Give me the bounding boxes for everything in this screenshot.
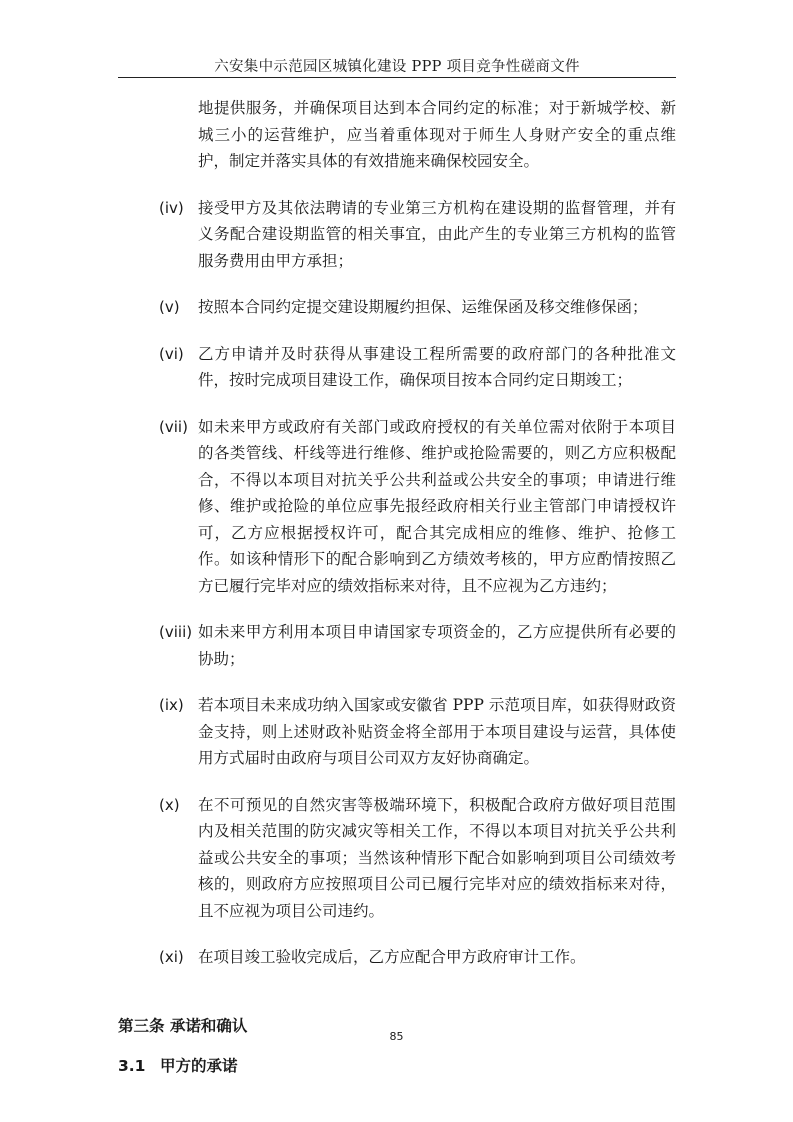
list-item-text: 按照本合同约定提交建设期履约担保、运维保函及移交维修保函；	[198, 298, 648, 316]
continuation-paragraph: 地提供服务，并确保项目达到本合同约定的标准；对于新城学校、新城三小的运营维护，应当着重体现对于师生人身财产安全的重点维护，制定并落实具体的有效措施来确保校园安全。	[198, 99, 676, 170]
list-item-number: (viii)	[159, 623, 193, 641]
article-heading: 第三条 承诺和确认	[118, 1016, 248, 1035]
list-item-text: 若本项目未来成功纳入国家或安徽省 PPP 示范项目库，如获得财政资金支持，则上述财政补贴资金将全部用于本项目建设与运营，具体使用方式届时由政府与项目公司双方友好协商确定。	[198, 696, 676, 767]
list-item-text: 在不可预见的自然灾害等极端环境下，积极配合政府方做好项目范围内及相关范围的防灾减灾等相关工作，不得以本项目对抗关乎公共利益或公共安全的事项；当然该种情形下配合如影响到项目公司绩效考核的，则政府方应按照项目公司已履行完毕对应的绩效指标来对待，且不应视为项目公司违约。	[198, 795, 676, 920]
list-item-number: (v)	[159, 298, 180, 316]
section-heading	[118, 1053, 678, 1079]
list-item	[118, 414, 678, 600]
list-item-number: (vi)	[159, 344, 184, 363]
list-item	[118, 294, 678, 321]
list-item-number: (iv)	[159, 198, 184, 217]
list-item	[118, 195, 678, 275]
section-title: 甲方的承诺	[160, 1056, 238, 1075]
list-item	[118, 619, 678, 672]
list-item-number: (x)	[159, 795, 180, 814]
header-divider	[118, 77, 676, 78]
list-item	[118, 792, 678, 925]
list-item	[118, 944, 678, 971]
document-body	[118, 95, 678, 1079]
section-number: 3.1	[118, 1056, 146, 1075]
list-item-text: 在项目竣工验收完成后，乙方应配合甲方政府审计工作。	[198, 948, 586, 966]
list-item-text: 接受甲方及其依法聘请的专业第三方机构在建设期的监督管理，并有义务配合建设期监管的相关事宜，由此产生的专业第三方机构的监管服务费用由甲方承担；	[198, 198, 676, 270]
list-item-number: (xi)	[159, 948, 184, 966]
list-item-text: 如未来甲方或政府有关部门或政府授权的有关单位需对依附于本项目的各类管线、杆线等进行维修、维护或抢险需要的，则乙方应积极配合，不得以本项目对抗关乎公共利益或公共安全的事项；申请进行维修、维护或抢险的单位应事先报经政府相关行业主管部门申请授权许可，乙方应根据授权许可，配合其完成相应的维修、维护、抢修工作。如该种情形下的配合影响到乙方绩效考核的，甲方应酌情按照乙方已履行完毕对应的绩效指标来对待，且不应视为乙方违约；	[198, 417, 676, 595]
list-item-text: 乙方申请并及时获得从事建设工程所需要的政府部门的各种批准文件，按时完成项目建设工作，确保项目按本合同约定日期竣工；	[198, 344, 676, 389]
list-item-number: (ix)	[159, 696, 184, 714]
list-item	[118, 692, 678, 772]
list-item	[118, 341, 678, 394]
page-number: 85	[389, 1030, 404, 1043]
list-item-number: (vii)	[159, 417, 188, 436]
running-header: 六安集中示范园区城镇化建设 PPP 项目竞争性磋商文件	[214, 59, 580, 75]
list-item-text: 如未来甲方利用本项目申请国家专项资金的，乙方应提供所有必要的协助；	[198, 623, 676, 668]
